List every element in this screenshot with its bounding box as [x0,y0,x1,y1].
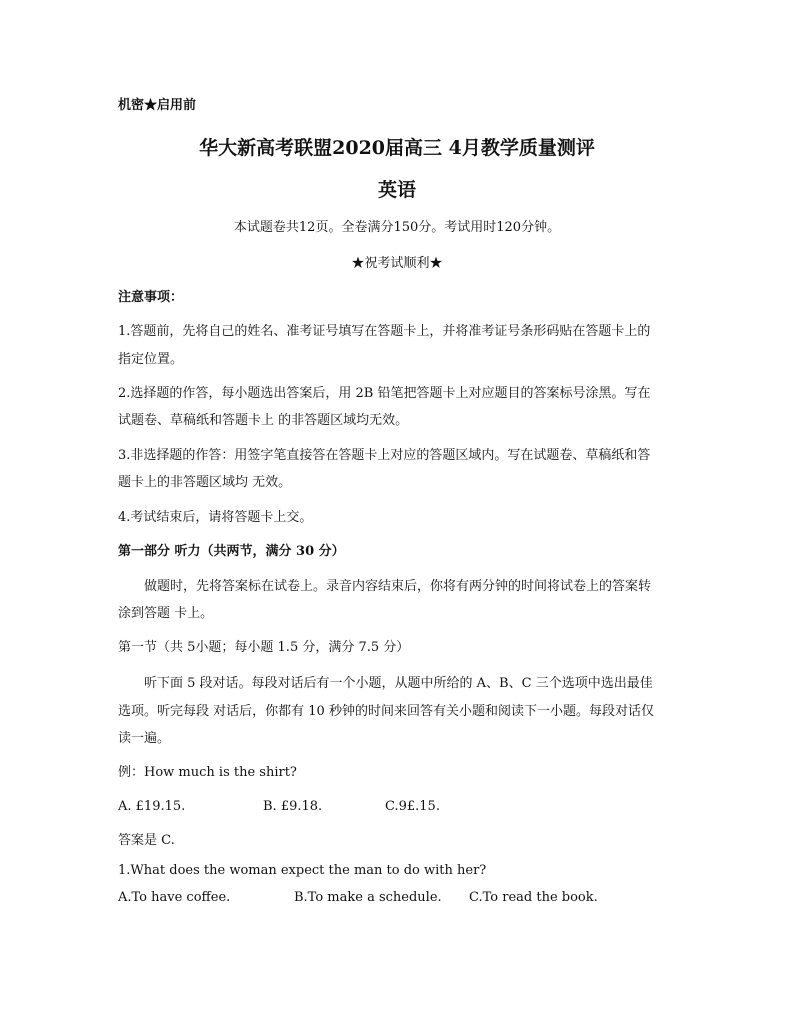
section1-instructions-line1: 听下面 5 段对话。每段对话后有一个小题，从题中所给的 A、B、C 三个选项中选出最佳 [144,676,653,691]
question-1-options [118,890,678,906]
notice-item-4: 4.考试结束后，请将答题卡上交。 [118,510,313,525]
section1-instructions-line2: 选项。听完每段 对话后，你都有 10 秒钟的时间来回答有关小题和阅读下一小题。每段对话仅 [118,704,654,719]
example-options [118,799,678,815]
question-1-option-a: A.To have coffee. [118,890,231,905]
notice-heading: 注意事项： [118,290,184,305]
notice-item-2-line1: 2.选择题的作答，每小题选出答案后，用 2B 铅笔把答题卡上对应题目的答案标号涂黑。写在 [118,386,651,401]
example-option-b: B. £9.18. [263,799,323,814]
subject-title: 英语 [377,179,416,201]
section1-instructions-line3: 读一遍。 [118,731,171,746]
part1-intro-line2: 涂到答题 卡上。 [118,606,214,621]
example-answer: 答案是 C. [118,833,175,848]
part1-heading: 第一部分 听力（共两节，满分 30 分） [118,544,345,559]
notice-item-3-line1: 3.非选择题的作答：用签字笔直接答在答题卡上对应的答题区域内。写在试题卷、草稿纸和答 [118,448,651,463]
part1-intro-line1: 做题时，先将答案标在试卷上。录音内容结束后，你将有两分钟的时间将试卷上的答案转 [144,579,652,594]
confidential-label: 机密★启用前 [118,98,197,113]
good-luck-text: ★祝考试顺利★ [351,256,443,271]
notice-item-2-line2: 试题卷、草稿纸和答题卡上 的非答题区域均无效。 [118,413,409,428]
notice-item-1-line2: 指定位置。 [118,352,184,367]
exam-info: 本试题卷共12页。全卷满分150分。考试用时120分钟。 [233,220,561,235]
exam-title: 华大新高考联盟2020届高三 4月教学质量测评 [199,137,595,159]
question-1-option-c: C.To read the book. [469,890,598,905]
question-1-stem: 1.What does the woman expect the man to do with her? [118,863,487,878]
example-question: 例：How much is the shirt? [118,765,297,780]
example-option-c: C.9£.15. [385,799,440,814]
notice-item-1-line1: 1.答题前，先将自己的姓名、准考证号填写在答题卡上，并将准考证号条形码贴在答题卡上的 [118,324,651,339]
notice-item-3-line2: 题卡上的非答题区域均 无效。 [118,475,292,490]
example-option-a: A. £19.15. [118,799,186,814]
section1-heading: 第一节（共 5小题；每小题 1.5 分，满分 7.5 分） [118,640,410,655]
question-1-option-b: B.To make a schedule. [294,890,442,905]
